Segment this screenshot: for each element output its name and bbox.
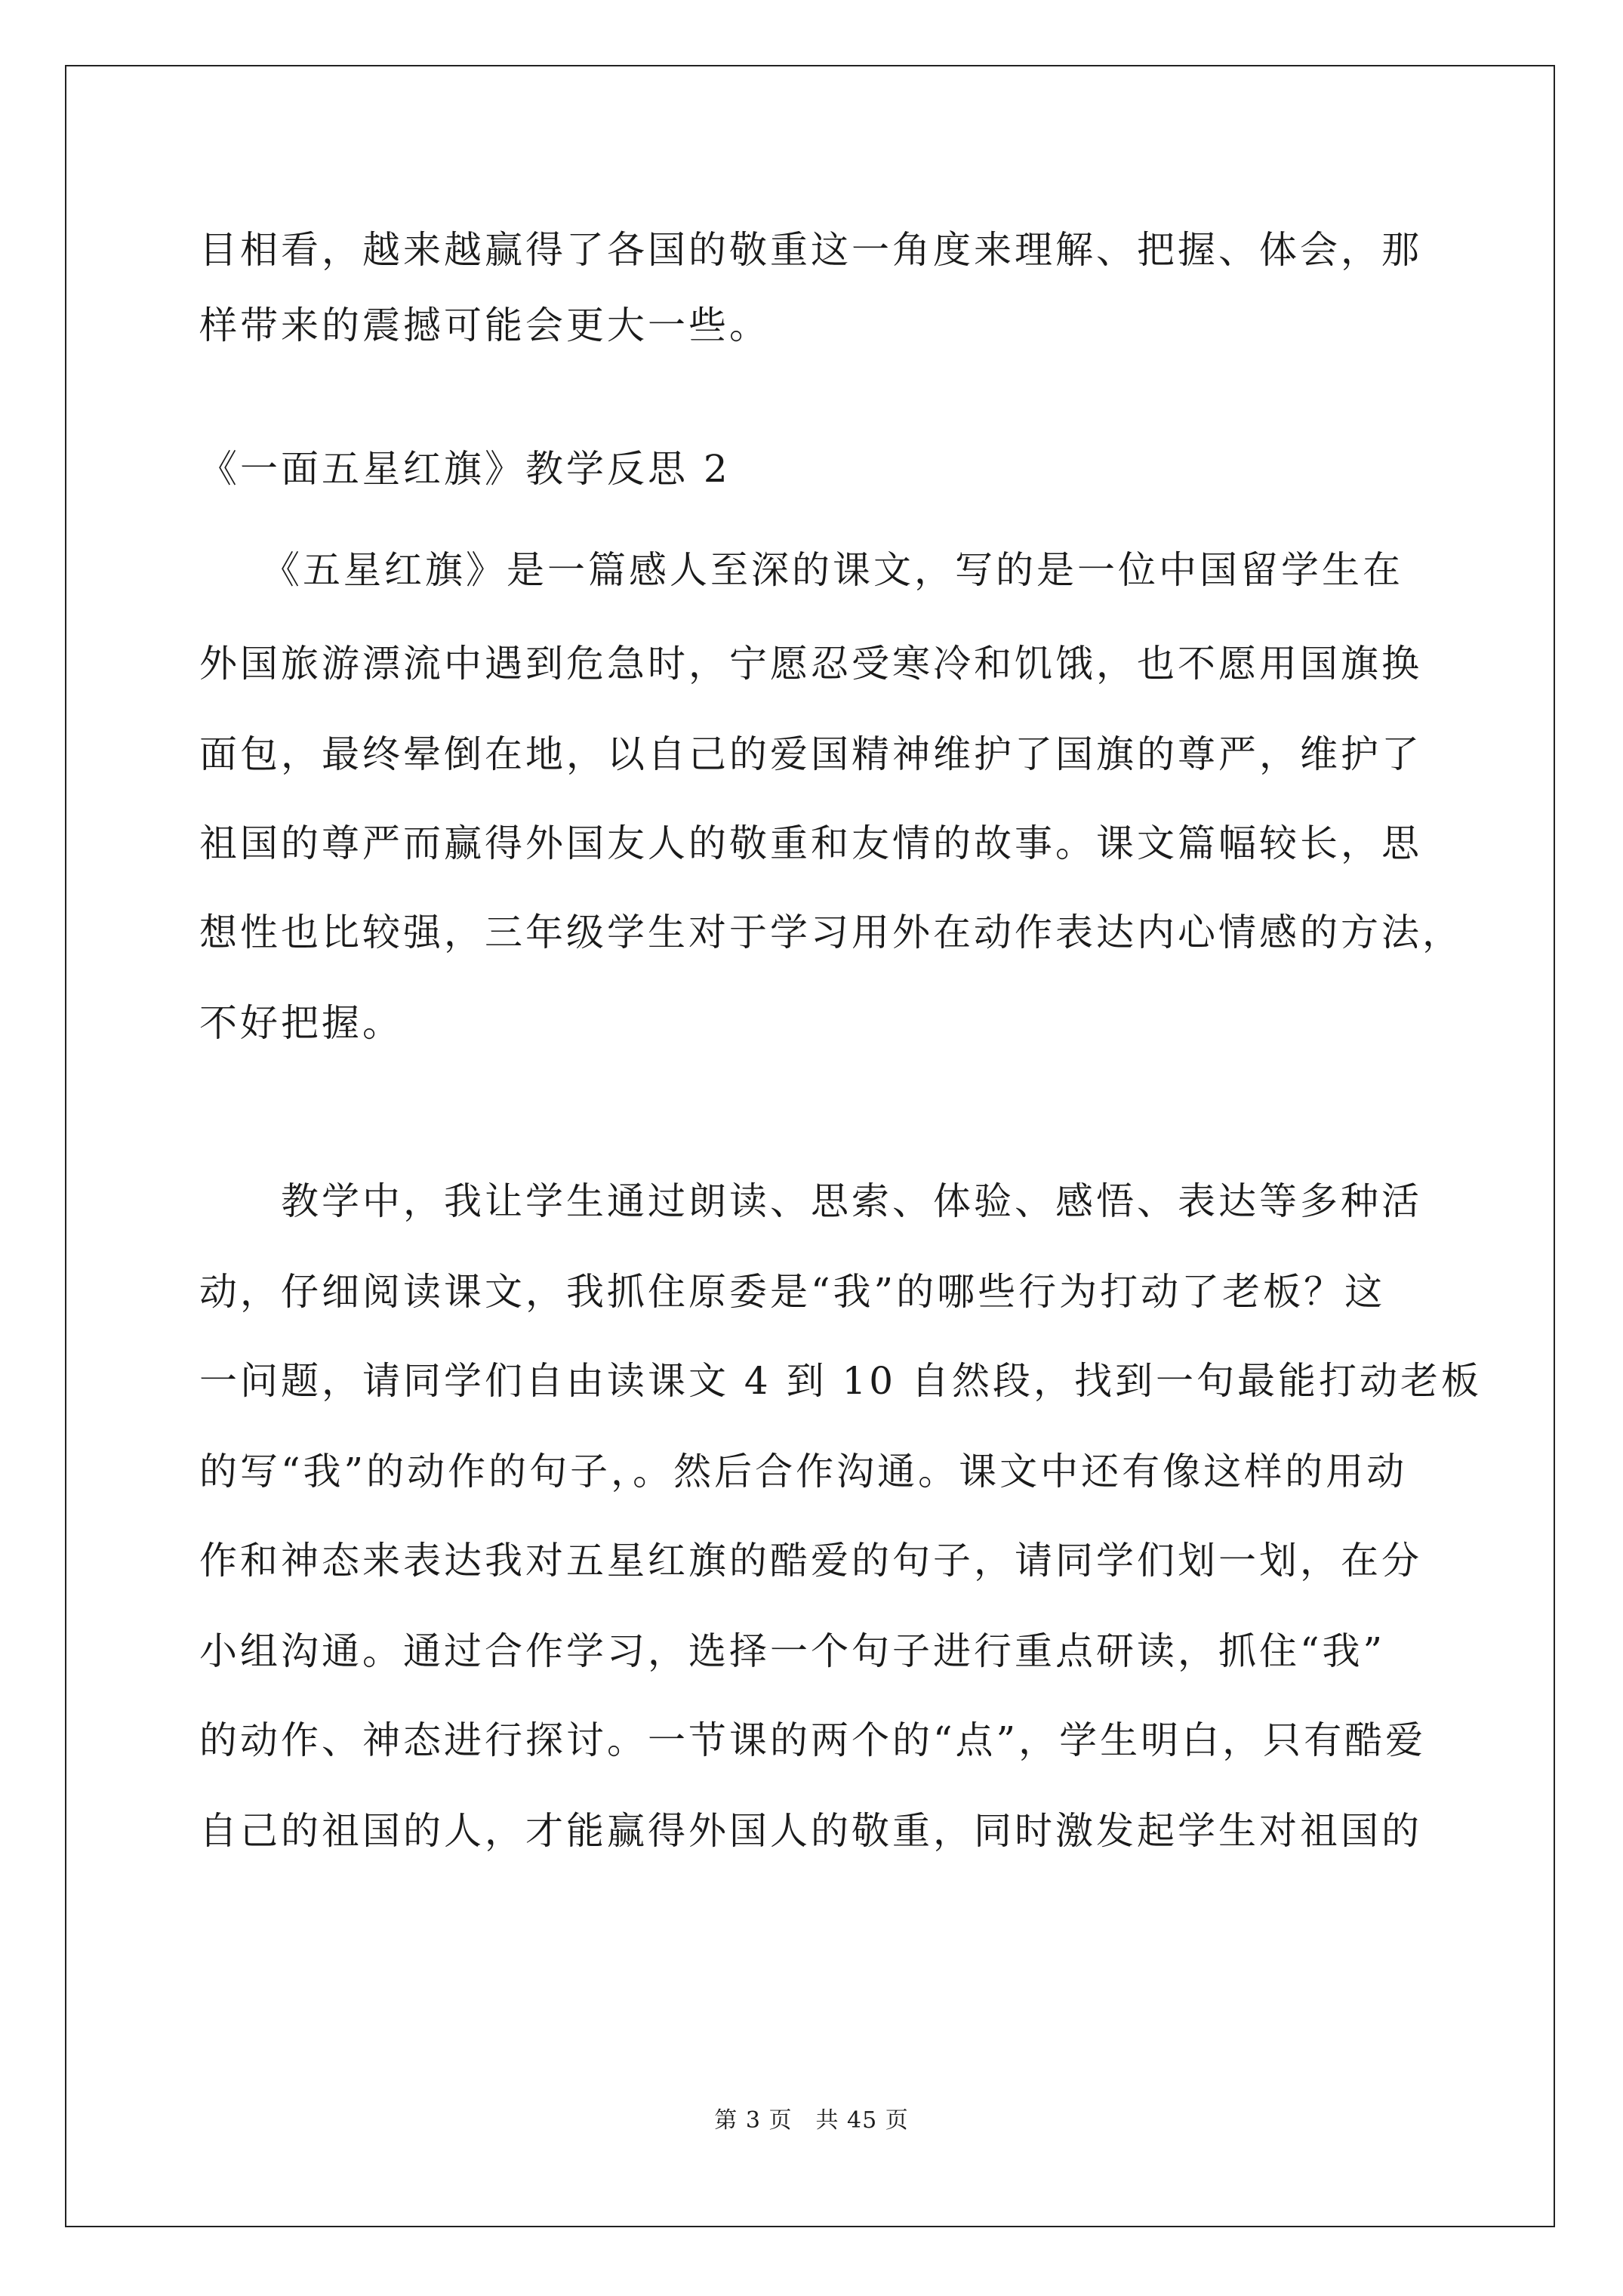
text-line: 教学中，我让学生通过朗读、思索、体验、感悟、表达等多种活 <box>199 1179 1422 1223</box>
page-number-footer: 第 3 页 共 45 页 <box>714 2107 909 2134</box>
section-heading: 《一面五星红旗》教学反思 2 <box>199 447 731 491</box>
text-line: 目相看，越来越赢得了各国的敬重这一角度来理解、把握、体会，那 <box>199 228 1422 272</box>
text-line: 样带来的震撼可能会更大一些。 <box>199 304 770 347</box>
text-line: 作和神态来表达我对五星红旗的酷爱的句子，请同学们划一划，在分 <box>199 1539 1422 1583</box>
text-line: 想性也比较强，三年级学生对于学习用外在动作表达内心情感的方法， <box>199 911 1463 954</box>
text-line: 《五星红旗》是一篇感人至深的课文，写的是一位中国留学生在 <box>199 548 1403 592</box>
text-line: 一问题，请同学们自由读课文 4 到 10 自然段，找到一句最能打动老板 <box>199 1359 1483 1403</box>
text-line: 外国旅游漂流中遇到危急时，宁愿忍受寒冷和饥饿，也不愿用国旗换 <box>199 642 1422 686</box>
text-line: 动，仔细阅读课文，我抓住原委是“我”的哪些行为打动了老板？这 <box>199 1270 1386 1314</box>
text-line: 面包，最终晕倒在地，以自己的爱国精神维护了国旗的尊严，维护了 <box>199 732 1422 776</box>
text-line: 的写“我”的动作的句子，。然后合作沟通。课文中还有像这样的用动 <box>199 1450 1408 1493</box>
text-line: 的动作、神态进行探讨。一节课的两个的“点”，学生明白，只有酷爱 <box>199 1718 1427 1762</box>
text-line: 祖国的尊严而赢得外国友人的敬重和友情的故事。课文篇幅较长，思 <box>199 821 1422 865</box>
page-border <box>65 65 1555 2227</box>
text-line: 小组沟通。通过合作学习，选择一个句子进行重点研读，抓住“我” <box>199 1629 1386 1673</box>
text-line: 自己的祖国的人，才能赢得外国人的敬重，同时激发起学生对祖国的 <box>199 1809 1422 1853</box>
text-line: 不好把握。 <box>199 1001 403 1045</box>
